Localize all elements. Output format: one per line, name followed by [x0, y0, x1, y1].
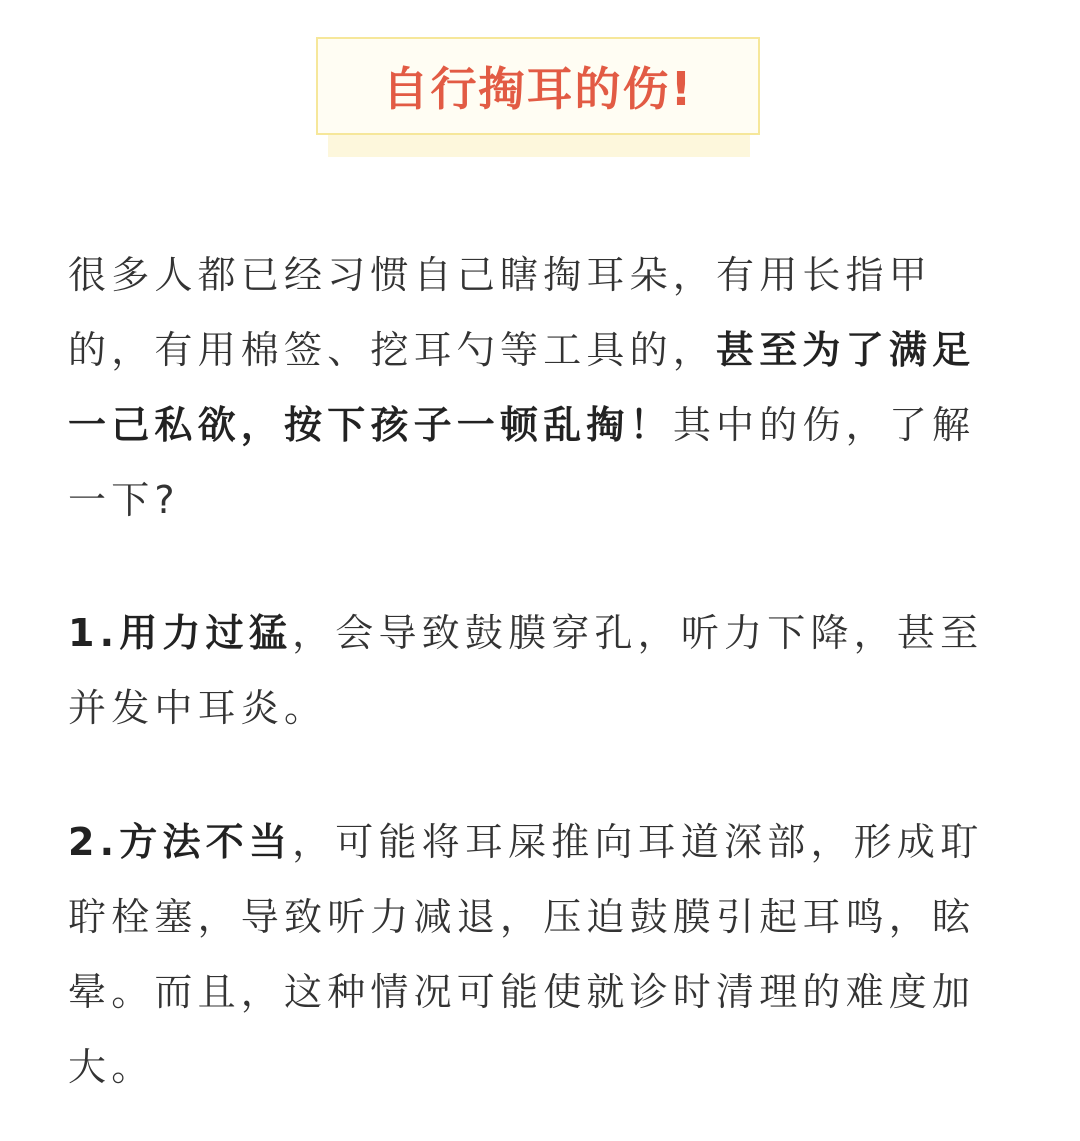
intro-text-1: 很多人都已经习惯自己瞎掏耳朵，有用长指甲的，有用棉签、挖耳勺等工具的，: [68, 253, 933, 372]
point-1-text: ，会导致鼓膜穿孔，听力下降，甚至并发中耳炎。: [68, 611, 984, 730]
title-box: [316, 37, 760, 135]
point-2-paragraph: [68, 805, 1012, 1105]
point-2-text: ，可能将耳屎推向耳道深部，形成耵聍栓塞，导致听力减退，压迫鼓膜引起耳鸣，眩晕。而且，这种情况可能使就诊时清理的难度加大。: [68, 820, 984, 1089]
point-1-paragraph: [68, 596, 1012, 746]
point-1-label: 1.用力过猛: [68, 611, 293, 655]
section-title: 自行掏耳的伤!: [382, 62, 694, 116]
intro-paragraph: [68, 238, 1012, 538]
title-banner: [316, 37, 764, 159]
intro-bold-text: 甚至为了满足一己私欲，按下孩子一顿乱掏！: [68, 328, 976, 447]
intro-text-2: 其中的伤，了解一下?: [68, 403, 976, 522]
point-2-label: 2.方法不当: [68, 820, 293, 864]
